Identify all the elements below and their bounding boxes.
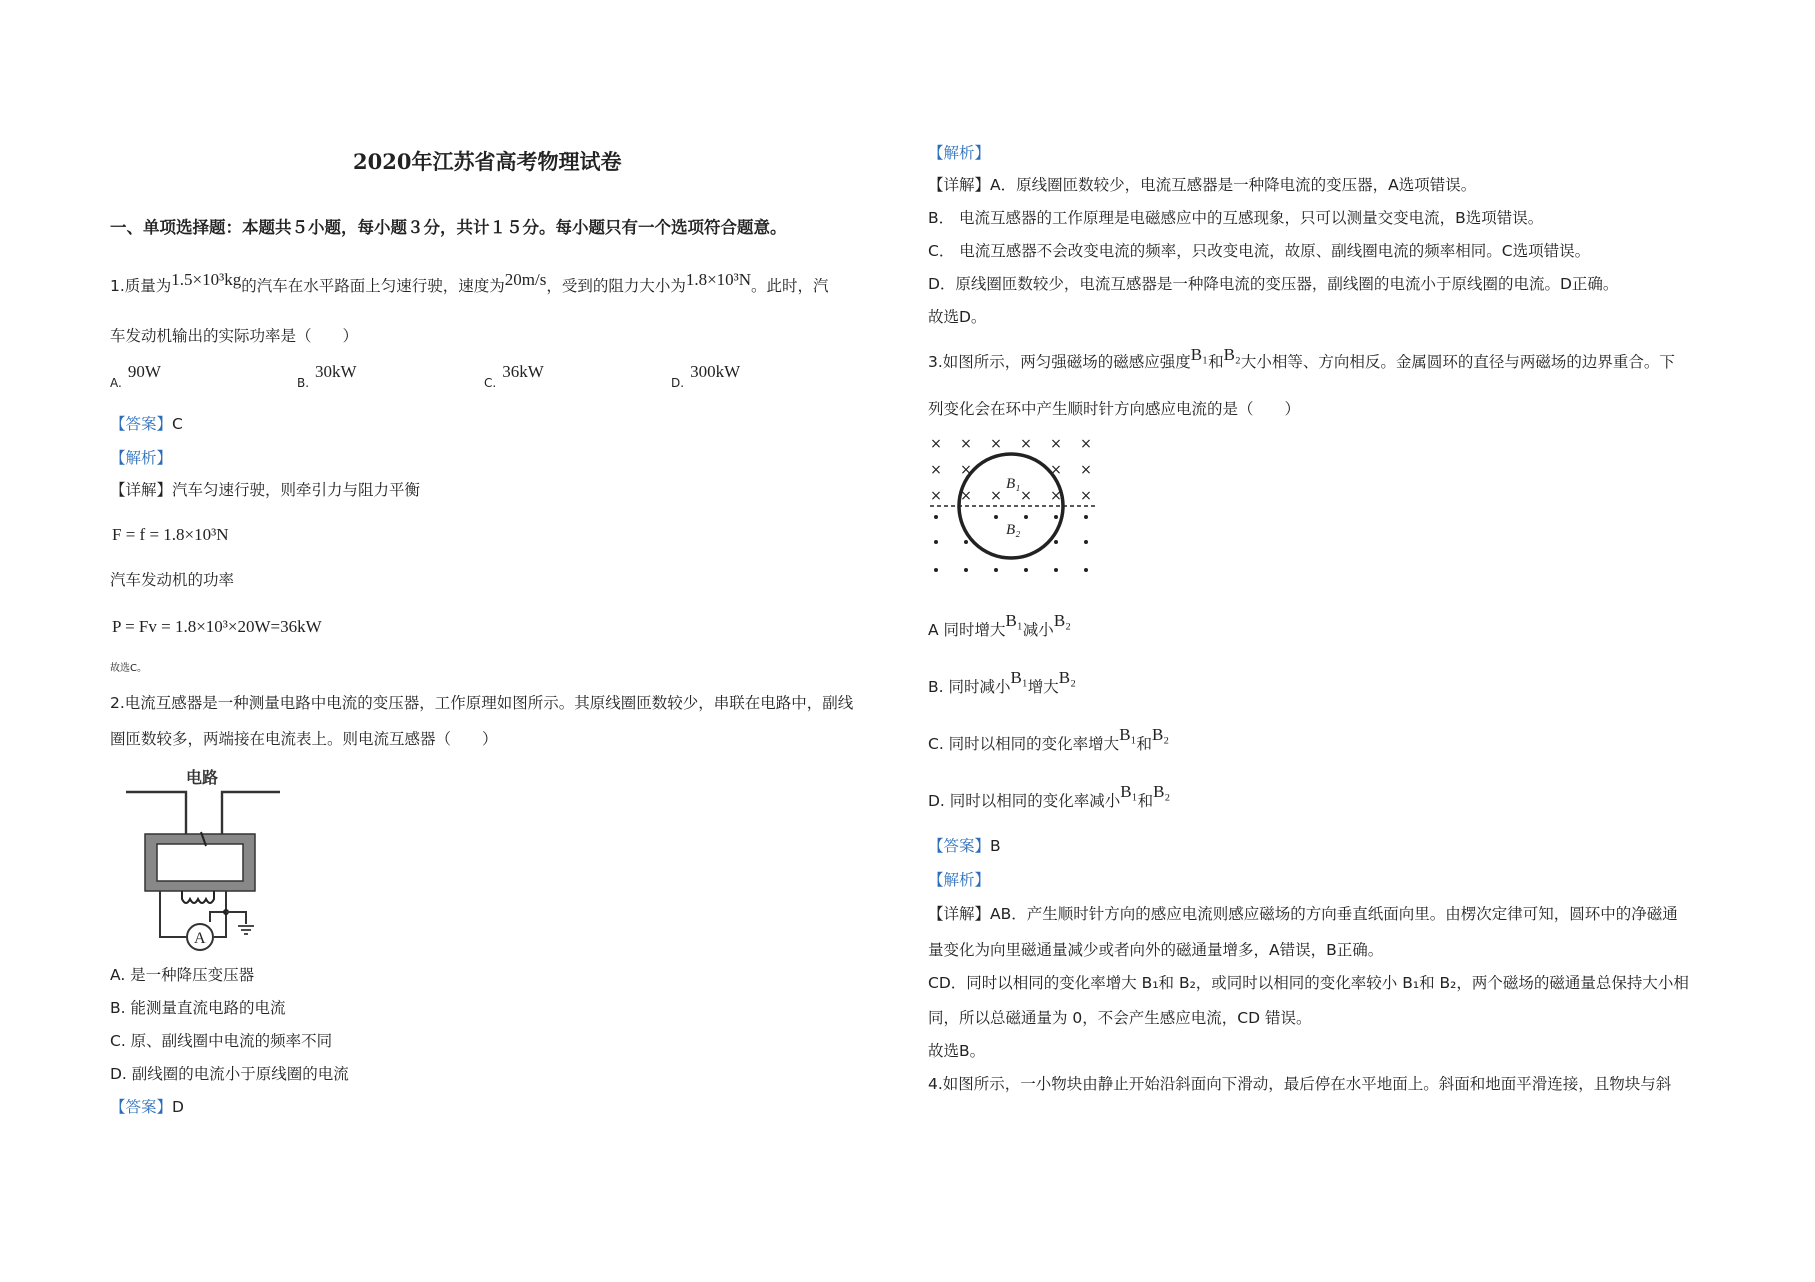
q3-analysis-line-5: 故选B。 <box>928 1042 986 1060</box>
question-1-line1: 1.质量为1.5×10³kg的汽车在水平路面上匀速行驶，速度为20m/s，受到的阻力大小为1.8×10³N。此时，汽 <box>110 270 829 295</box>
fig-b1-label: B₁ <box>1006 476 1021 492</box>
mass-value: 1.5×10³kg <box>171 270 242 289</box>
q2-option-b[interactable]: B. 能测量直流电路的电流 <box>110 999 286 1017</box>
q2-analysis-line-4: D．原线圈匝数较少，电流互感器是一种降电流的变压器，副线圈的电流小于原线圈的电流。D正确。 <box>928 275 1619 293</box>
q2-option-c[interactable]: C. 原、副线圈中电流的频率不同 <box>110 1032 333 1050</box>
q1-analysis-tag: 【解析】 <box>110 449 173 467</box>
q1-option-a[interactable]: A.90W <box>110 362 161 390</box>
force-value: 1.8×10³N <box>685 270 752 289</box>
q1-equation-2: P = Fv = 1.8×10³×20W=36kW <box>112 617 322 636</box>
fig-b2-label: B₂ <box>1006 522 1021 538</box>
q1-option-c[interactable]: C.36kW <box>484 362 544 390</box>
circuit-label: 电路 <box>186 768 219 787</box>
svg-text:×: × <box>960 488 972 504</box>
svg-text:×: × <box>1050 462 1062 478</box>
q1-option-b[interactable]: B.30kW <box>297 362 357 390</box>
q1-option-d[interactable]: D.300kW <box>671 362 741 390</box>
svg-text:×: × <box>1050 436 1062 452</box>
q3-option-b[interactable]: B. 同时减小B₁增大B₂ <box>928 668 1077 696</box>
q3-analysis-line-1: 【详解】AB．产生顺时针方向的感应电流则感应磁场的方向垂直纸面向里。由楞次定律可知，圆环中的净磁通 <box>928 905 1678 923</box>
question-4-line1: 4.如图所示，一小物块由静止开始沿斜面向下滑动，最后停在水平地面上。斜面和地面平滑连接，且物块与斜 <box>928 1075 1672 1093</box>
q1-detail: 【详解】汽车匀速行驶，则牵引力与阻力平衡 <box>110 481 421 499</box>
q2-analysis-line-5: 故选D。 <box>928 308 987 326</box>
q3-answer: 【答案】B <box>928 837 1001 855</box>
svg-text:×: × <box>1080 462 1092 478</box>
page-title: 2020年江苏省高考物理试卷 <box>353 149 622 174</box>
svg-text:×: × <box>990 436 1002 452</box>
q2-option-a[interactable]: A. 是一种降压变压器 <box>110 966 255 984</box>
question-2-line1: 2.电流互感器是一种测量电路中电流的变压器，工作原理如图所示。其原线圈匝数较少，串联在电路中，副线 <box>110 694 854 712</box>
q2-option-d[interactable]: D. 副线圈的电流小于原线圈的电流 <box>110 1065 349 1083</box>
transformer-diagram <box>120 762 290 952</box>
q3-option-a[interactable]: A 同时增大B₁减小B₂ <box>928 611 1072 639</box>
q2-answer: 【答案】D <box>110 1098 184 1116</box>
q1-conclusion: 故选C。 <box>110 663 147 674</box>
q3-option-c[interactable]: C. 同时以相同的变化率增大B₁和B₂ <box>928 725 1170 753</box>
svg-text:×: × <box>1020 488 1032 504</box>
svg-text:×: × <box>990 488 1002 504</box>
q1-answer: 【答案】C <box>110 415 183 433</box>
svg-text:×: × <box>930 488 942 504</box>
section-heading: 一、单项选择题：本题共５小题，每小题３分，共计１５分。每小题只有一个选项符合题意。 <box>110 218 787 237</box>
q2-analysis-tag: 【解析】 <box>928 144 991 162</box>
q2-analysis-line-1: 【详解】A．原线圈匝数较少，电流互感器是一种降电流的变压器，A选项错误。 <box>928 176 1477 194</box>
q1-text-2: 汽车发动机的功率 <box>110 571 235 589</box>
question-2-line2: 圈匝数较多，两端接在电流表上。则电流互感器（ ） <box>110 730 498 748</box>
q2-analysis-line-3: C． 电流互感器不会改变电流的频率，只改变电流，故原、副线圈电流的频率相同。C选项错误。 <box>928 242 1591 260</box>
q3-analysis-line-3: CD．同时以相同的变化率增大 B₁和 B₂，或同时以相同的变化率较小 B₁和 B₂，两个磁场的磁通量总保持大小相 <box>928 974 1689 992</box>
svg-text:×: × <box>1080 436 1092 452</box>
q3-analysis-line-2: 量变化为向里磁通量减少或者向外的磁通量增多，A错误，B正确。 <box>928 941 1384 959</box>
svg-text:×: × <box>930 436 942 452</box>
svg-text:×: × <box>1050 488 1062 504</box>
svg-text:×: × <box>1080 488 1092 504</box>
q3-analysis-tag: 【解析】 <box>928 871 991 889</box>
question-3-line2: 列变化会在环中产生顺时针方向感应电流的是（ ） <box>928 400 1301 418</box>
question-3-line1: 3.如图所示，两匀强磁场的磁感应强度B₁和B₂大小相等、方向相反。金属圆环的直径与两磁场的边界重合。下 <box>928 345 1675 371</box>
magnetic-field-diagram <box>928 430 1098 580</box>
svg-text:×: × <box>930 462 942 478</box>
svg-text:×: × <box>1020 436 1032 452</box>
ammeter-label: A <box>194 930 206 947</box>
question-1-line2: 车发动机输出的实际功率是（ ） <box>110 327 359 345</box>
q3-analysis-line-4: 同，所以总磁通量为 0，不会产生感应电流，CD 错误。 <box>928 1009 1312 1027</box>
q3-option-d[interactable]: D. 同时以相同的变化率减小B₁和B₂ <box>928 782 1171 810</box>
q1-equation-1: F = f = 1.8×10³N <box>112 525 229 544</box>
svg-text:×: × <box>960 462 972 478</box>
q2-analysis-line-2: B． 电流互感器的工作原理是电磁感应中的互感现象，只可以测量交变电流，B选项错误。 <box>928 209 1544 227</box>
speed-value: 20m/s <box>504 270 547 289</box>
svg-text:×: × <box>960 436 972 452</box>
